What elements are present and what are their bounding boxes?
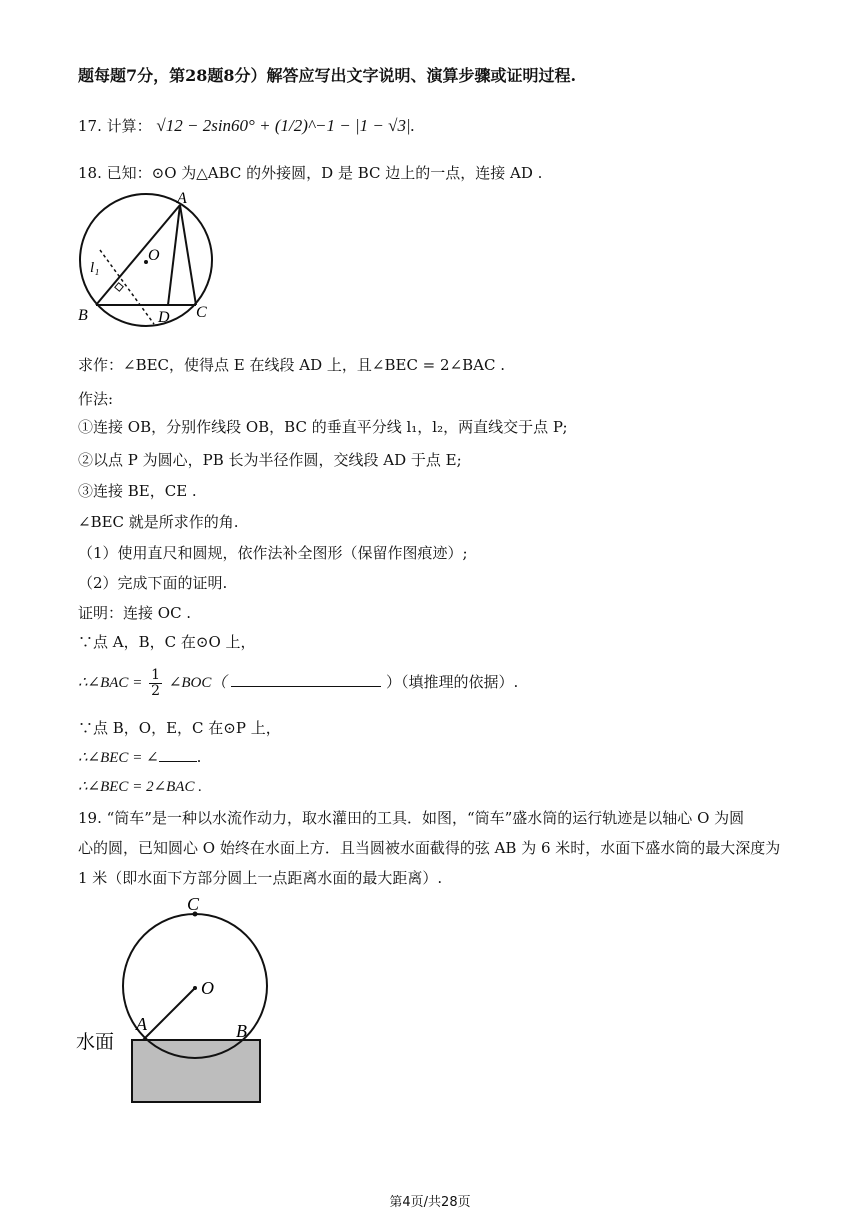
q18-step3: ③连接 BE，CE . [78,482,197,500]
fraction-denominator: 2 [151,682,161,699]
right-angle-mark [115,283,123,291]
segment-AD [168,205,180,305]
fraction [149,668,162,699]
q19-line1: 19. “筒车”是一种以水流作动力，取水灌田的工具．如图，“筒车”盛水筒的运行轨迹是以轴心 O 为圆 [78,809,745,827]
radius-OA [143,988,195,1040]
q18-step1: ①连接 OB，分别作线段 OB，BC 的垂直平分线 l₁，l₂，两直线交于点 P; [78,418,568,436]
q18-part1: （1）使用直尺和圆规，依作法补全图形（保留作图痕迹）; [78,544,468,562]
label-B: B [236,1021,247,1041]
label-A: A [136,1014,147,1034]
label-O: O [148,247,160,264]
q18-step2: ②以点 P 为圆心，PB 长为半径作圆，交线段 AD 于点 E; [78,451,462,469]
q18-proof1: ∵点 A，B，C 在⊙O 上， [78,633,256,651]
water-block [132,1040,260,1102]
q19-line2: 心的圆，已知圆心 O 始终在水面上方．且当圆被水面截得的弦 AB 为 6 米时，水面下盛水筒的最大深度为 [78,839,781,857]
q18-proof-start: 证明：连接 OC . [78,604,192,622]
point-O [193,986,197,990]
proof4-tail: . [196,748,202,766]
q19-line3: 1 米（即水面下方部分圆上一点距离水面的最大距离）. [78,869,443,887]
q18-method-title: 作法: [78,390,114,408]
label-water: 水面 [76,1031,115,1053]
page-footer: 第4页/共28页 [389,1195,471,1210]
label-l1: l₁ [90,260,100,276]
q17-label: 17. 计算： [78,117,152,135]
q18-proof4 [78,747,201,768]
label-D: D [158,309,170,326]
label-A: A [177,192,187,207]
q18-proof2 [78,666,518,699]
q18-figure [70,192,230,332]
q18-proof5: ∴∠BEC = 2∠BAC . [78,779,202,795]
proof2-post: ∠BOC（ [168,675,227,691]
q17-expression: √12 − 2sin60° + (1/2)^−1 − |1 − √3|. [156,116,415,135]
segment-AC [180,205,196,305]
label-B: B [78,307,88,324]
proof4-prefix: ∴∠BEC = ∠ [78,750,159,766]
angle-blank[interactable] [159,747,197,762]
q18-task: 求作：∠BEC，使得点 E 在线段 AD 上，且∠BEC = 2∠BAC . [78,356,506,374]
question-17 [78,116,415,136]
label-C: C [187,894,200,914]
proof2-tail: ）（填推理的依据）. [385,673,519,691]
reason-blank[interactable] [231,672,381,687]
label-O: O [201,978,214,998]
q18-conclusion: ∠BEC 就是所求作的角. [78,513,239,531]
q18-part2: （2）完成下面的证明. [78,574,228,592]
proof2-prefix: ∴∠BAC = [78,675,143,691]
segment-AB [96,205,180,305]
q19-figure [74,894,274,1114]
label-C: C [196,304,207,321]
q18-proof3: ∵点 B，O，E，C 在⊙P 上， [78,719,281,737]
fraction-numerator: 1 [151,666,161,683]
q18-intro: 18. 已知：⊙O 为△ABC 的外接圆，D 是 BC 边上的一点，连接 AD . [78,164,543,182]
section-header: 题每题7分，第28题8分）解答应写出文字说明、演算步骤或证明过程. [78,66,577,85]
